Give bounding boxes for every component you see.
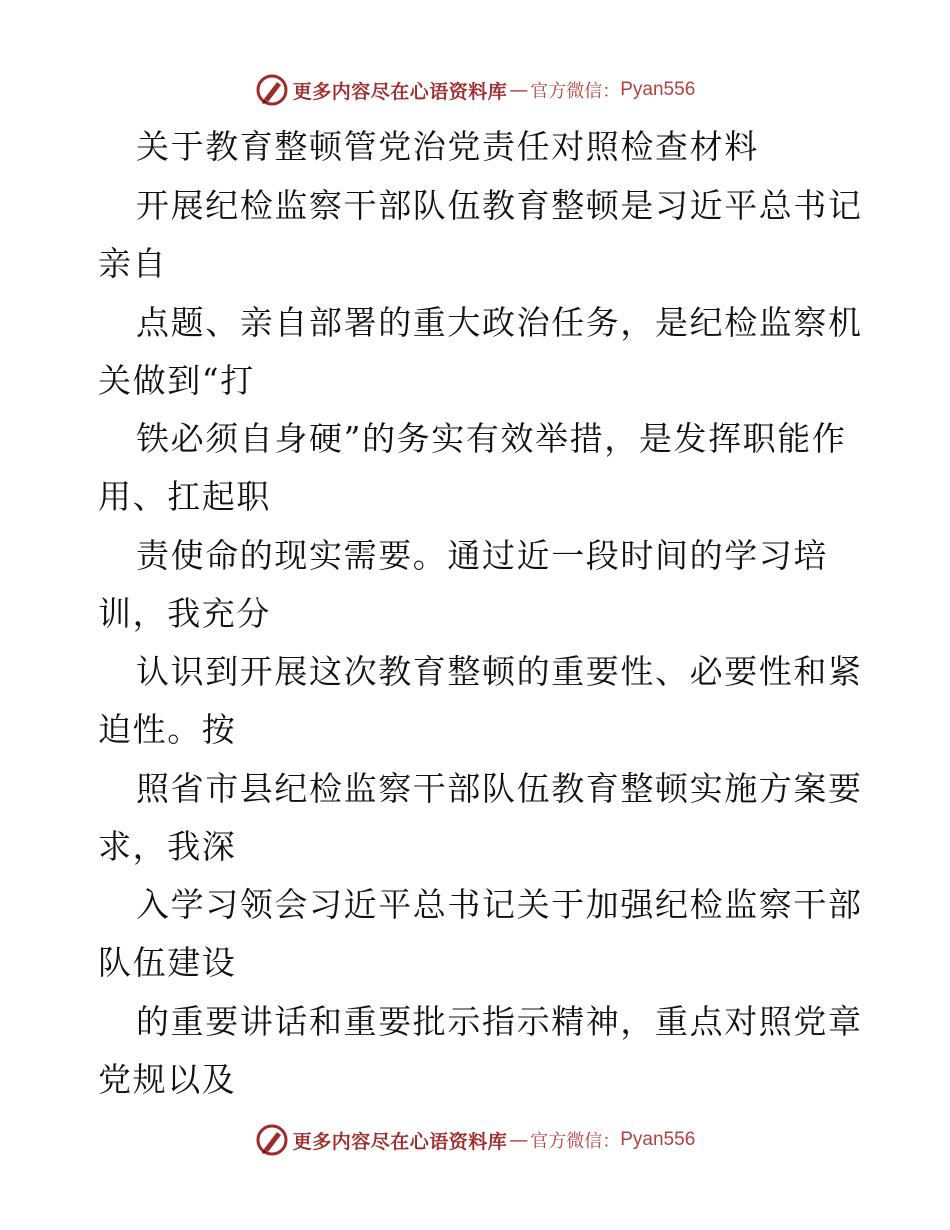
document-title: 关于教育整顿管党治党责任对照检查材料 [136, 127, 759, 166]
body-line: 党规以及 [98, 1060, 237, 1099]
body-line: 迫性。按 [98, 710, 237, 749]
banner-wechat-id: Pyan556 [620, 1129, 696, 1150]
body-line: 求，我深 [98, 827, 237, 866]
body-line: 入学习领会习近平总书记关于加强纪检监察干部 [136, 885, 863, 924]
footer-banner [0, 1120, 950, 1160]
banner-site-text: 更多内容尽在心语资料库 [292, 80, 508, 103]
banner-wechat-label: 官方微信： [530, 81, 621, 102]
body-line: 用、扛起职 [98, 477, 271, 516]
body-line: 认识到开展这次教育整顿的重要性、必要性和紧 [136, 652, 863, 691]
body-line: 开展纪检监察干部队伍教育整顿是习近平总书记 [136, 186, 863, 225]
body-line: 责使命的现实需要。通过近一段时间的学习培 [136, 536, 828, 575]
body-line: 的重要讲话和重要批示指示精神，重点对照党章 [136, 1002, 863, 1041]
body-line: 照省市县纪检监察干部队伍教育整顿实施方案要 [136, 769, 863, 808]
body-line: 铁必须自身硬”的务实有效举措，是发挥职能作 [136, 419, 847, 458]
body-line: 点题、亲自部署的重大政治任务，是纪检监察机 [136, 303, 863, 342]
banner-wechat-label: 官方微信： [530, 1131, 621, 1152]
banner-separator: — [509, 79, 529, 101]
body-line: 训，我充分 [98, 594, 271, 633]
header-banner [0, 70, 950, 110]
pen-logo-icon [255, 73, 289, 107]
pen-logo-icon [255, 1123, 289, 1157]
banner-separator: — [509, 1129, 529, 1151]
banner-site-text: 更多内容尽在心语资料库 [292, 1130, 508, 1153]
body-line: 队伍建设 [98, 943, 237, 982]
banner-wechat-id: Pyan556 [620, 79, 696, 100]
body-line: 亲自 [98, 244, 168, 283]
body-line: 关做到“打 [98, 361, 255, 400]
